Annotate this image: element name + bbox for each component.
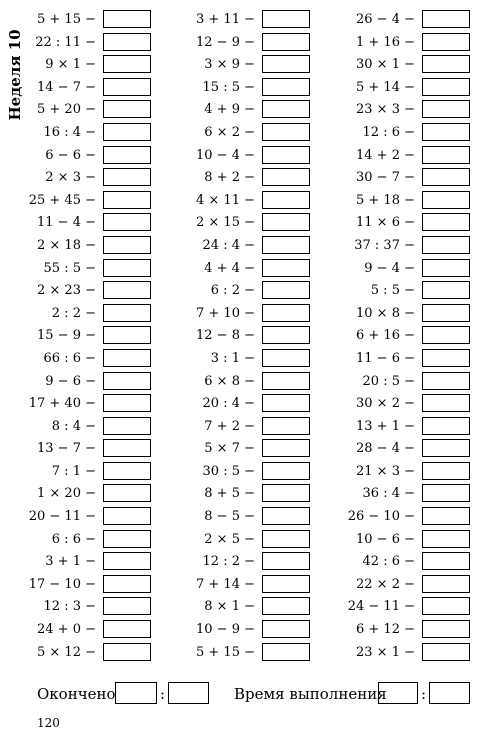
exercise-expression: 3 × 9 − — [204, 57, 255, 73]
exercise-expression: 42 : 6 − — [362, 554, 415, 570]
exercise-row — [316, 78, 470, 101]
answer-box[interactable] — [262, 439, 310, 457]
time-colon: : — [421, 685, 427, 703]
answer-box[interactable] — [262, 349, 310, 367]
exercise-row — [316, 326, 470, 349]
exercise-expression: 20 : 4 − — [202, 396, 255, 412]
exercise-row — [316, 484, 470, 507]
exercise-expression: 55 : 5 − — [43, 260, 96, 276]
time-minutes-box[interactable] — [378, 682, 418, 704]
answer-box[interactable] — [262, 394, 310, 412]
exercise-row — [0, 191, 151, 214]
exercise-row — [316, 575, 470, 598]
exercise-row — [155, 575, 310, 598]
exercise-row — [316, 507, 470, 530]
answer-box[interactable] — [262, 168, 310, 186]
answer-box[interactable] — [422, 462, 470, 480]
answer-box[interactable] — [262, 259, 310, 277]
exercise-expression: 23 × 3 − — [356, 102, 415, 118]
answer-box[interactable] — [422, 643, 470, 661]
exercise-row — [155, 530, 310, 553]
answer-box[interactable] — [422, 213, 470, 231]
exercise-row — [316, 191, 470, 214]
exercise-row — [155, 417, 310, 440]
answer-box[interactable] — [103, 507, 151, 525]
exercise-row — [155, 643, 310, 666]
exercise-row — [0, 597, 151, 620]
answer-box[interactable] — [262, 462, 310, 480]
exercise-row — [316, 417, 470, 440]
exercise-row — [316, 236, 470, 259]
exercise-row — [155, 259, 310, 282]
exercise-expression: 12 : 3 − — [43, 599, 96, 615]
exercise-row — [316, 168, 470, 191]
exercise-row — [155, 304, 310, 327]
answer-box[interactable] — [103, 326, 151, 344]
exercise-expression: 9 − 4 − — [364, 260, 415, 276]
answer-box[interactable] — [262, 372, 310, 390]
answer-box[interactable] — [103, 55, 151, 73]
exercise-row — [316, 213, 470, 236]
exercise-expression: 17 + 40 − — [28, 396, 96, 412]
exercise-expression: 5 : 5 − — [370, 283, 415, 299]
exercise-row — [155, 620, 310, 643]
exercise-expression: 26 − 10 − — [347, 509, 415, 525]
exercise-row — [0, 326, 151, 349]
exercise-row — [0, 462, 151, 485]
exercise-row — [155, 123, 310, 146]
exercise-expression: 10 − 6 − — [356, 531, 415, 547]
exercise-row — [0, 552, 151, 575]
exercise-row — [155, 349, 310, 372]
answer-box[interactable] — [262, 530, 310, 548]
exercise-row — [316, 55, 470, 78]
answer-box[interactable] — [262, 123, 310, 141]
exercise-expression: 7 + 14 − — [196, 576, 255, 592]
exercise-row — [0, 372, 151, 395]
exercise-row — [316, 146, 470, 169]
exercise-expression: 11 − 4 − — [37, 215, 96, 231]
exercise-expression: 3 : 1 − — [210, 350, 255, 366]
exercise-expression: 66 : 6 − — [43, 350, 96, 366]
answer-box[interactable] — [262, 33, 310, 51]
answer-box[interactable] — [262, 304, 310, 322]
exercise-row — [155, 507, 310, 530]
exercise-expression: 14 + 2 − — [356, 147, 415, 163]
exercise-expression: 5 + 15 − — [196, 644, 255, 660]
exercise-row — [0, 575, 151, 598]
answer-box[interactable] — [103, 33, 151, 51]
exercise-expression: 6 × 2 − — [204, 124, 255, 140]
exercise-row — [316, 10, 470, 33]
answer-box[interactable] — [422, 507, 470, 525]
exercise-row — [155, 326, 310, 349]
answer-box[interactable] — [422, 123, 470, 141]
answer-box[interactable] — [103, 213, 151, 231]
exercise-column-2 — [155, 10, 310, 665]
answer-box[interactable] — [422, 552, 470, 570]
exercise-expression: 5 × 12 − — [37, 644, 96, 660]
exercise-expression: 23 × 1 − — [356, 644, 415, 660]
exercise-row — [0, 78, 151, 101]
answer-box[interactable] — [103, 259, 151, 277]
answer-box[interactable] — [422, 78, 470, 96]
exercise-expression: 30 : 5 − — [202, 463, 255, 479]
exercise-expression: 9 × 1 − — [45, 57, 96, 73]
exercise-row — [0, 394, 151, 417]
answer-box[interactable] — [103, 123, 151, 141]
exercise-expression: 10 − 4 − — [196, 147, 255, 163]
exercise-column-3 — [316, 10, 470, 665]
answer-box[interactable] — [262, 575, 310, 593]
exercise-row — [0, 349, 151, 372]
exercise-row — [0, 439, 151, 462]
exercise-expression: 37 : 37 − — [354, 237, 415, 253]
exercise-expression: 25 + 45 − — [28, 192, 96, 208]
exercise-expression: 2 × 23 − — [37, 283, 96, 299]
answer-box[interactable] — [103, 552, 151, 570]
exercise-expression: 3 + 11 − — [196, 12, 255, 27]
answer-box[interactable] — [103, 484, 151, 502]
exercise-row — [316, 33, 470, 56]
exercise-expression: 8 − 5 − — [204, 509, 255, 525]
answer-box[interactable] — [262, 643, 310, 661]
answer-box[interactable] — [103, 372, 151, 390]
exercise-row — [155, 33, 310, 56]
page-number: 120 — [37, 716, 60, 730]
exercise-row — [155, 394, 310, 417]
answer-box[interactable] — [103, 620, 151, 638]
exercise-expression: 28 − 4 − — [356, 441, 415, 457]
exercise-expression: 4 + 9 − — [204, 102, 255, 118]
answer-box[interactable] — [262, 78, 310, 96]
finished-colon: : — [160, 685, 166, 703]
exercise-row — [155, 146, 310, 169]
exercise-row — [155, 168, 310, 191]
footer — [0, 682, 492, 706]
exercise-expression: 12 − 8 − — [196, 328, 255, 344]
exercise-row — [316, 643, 470, 666]
answer-box[interactable] — [262, 417, 310, 435]
exercise-row — [155, 191, 310, 214]
exercise-column-1 — [0, 10, 151, 665]
exercise-row — [316, 304, 470, 327]
exercise-expression: 24 : 4 − — [202, 237, 255, 253]
exercise-row — [155, 462, 310, 485]
exercise-expression: 7 : 1 − — [51, 463, 96, 479]
answer-box[interactable] — [262, 552, 310, 570]
exercise-expression: 6 : 6 − — [51, 531, 96, 547]
exercise-row — [316, 394, 470, 417]
exercise-expression: 36 : 4 − — [362, 486, 415, 502]
exercise-expression: 17 − 10 − — [28, 576, 96, 592]
exercise-expression: 13 + 1 − — [356, 418, 415, 434]
exercise-expression: 5 + 20 − — [37, 102, 96, 118]
exercise-row — [155, 10, 310, 33]
answer-box[interactable] — [422, 304, 470, 322]
exercise-row — [155, 552, 310, 575]
exercise-expression: 2 × 5 − — [204, 531, 255, 547]
exercise-row — [0, 259, 151, 282]
answer-box[interactable] — [422, 100, 470, 118]
answer-box[interactable] — [103, 100, 151, 118]
exercise-expression: 1 + 16 − — [356, 34, 415, 50]
exercise-expression: 9 − 6 − — [45, 373, 96, 389]
exercise-row — [0, 33, 151, 56]
answer-box[interactable] — [262, 326, 310, 344]
answer-box[interactable] — [422, 10, 470, 28]
exercise-row — [155, 78, 310, 101]
answer-box[interactable] — [103, 191, 151, 209]
exercise-row — [155, 439, 310, 462]
exercise-expression: 10 − 9 − — [196, 622, 255, 638]
exercise-expression: 22 × 2 − — [356, 576, 415, 592]
exercise-expression: 7 + 2 − — [204, 418, 255, 434]
exercise-expression: 8 + 5 − — [204, 486, 255, 502]
exercise-expression: 6 + 16 − — [356, 328, 415, 344]
answer-box[interactable] — [103, 304, 151, 322]
answer-box[interactable] — [103, 236, 151, 254]
exercise-row — [155, 484, 310, 507]
exercise-row — [0, 417, 151, 440]
exercise-expression: 12 − 9 − — [196, 34, 255, 50]
answer-box[interactable] — [103, 394, 151, 412]
answer-box[interactable] — [262, 484, 310, 502]
exercise-expression: 8 : 4 − — [51, 418, 96, 434]
answer-box[interactable] — [103, 168, 151, 186]
answer-box[interactable] — [422, 281, 470, 299]
exercise-row — [316, 281, 470, 304]
exercise-row — [155, 372, 310, 395]
exercise-expression: 3 + 1 − — [45, 554, 96, 570]
exercise-expression: 30 − 7 − — [356, 170, 415, 186]
finished-hours-box[interactable] — [115, 682, 157, 704]
exercise-row — [0, 236, 151, 259]
answer-box[interactable] — [103, 575, 151, 593]
exercise-row — [155, 100, 310, 123]
exercise-expression: 10 × 8 − — [356, 305, 415, 321]
answer-box[interactable] — [262, 597, 310, 615]
exercise-row — [0, 55, 151, 78]
exercise-row — [0, 100, 151, 123]
answer-box[interactable] — [262, 10, 310, 28]
exercise-row — [316, 259, 470, 282]
exercise-row — [155, 236, 310, 259]
answer-box[interactable] — [103, 530, 151, 548]
exercise-expression: 22 : 11 − — [35, 34, 96, 50]
exercise-expression: 4 × 11 − — [196, 192, 255, 208]
exercise-expression: 6 + 12 − — [356, 622, 415, 638]
exercise-expression: 5 + 15 − — [37, 12, 96, 27]
exercise-expression: 11 × 6 − — [356, 215, 415, 231]
answer-box[interactable] — [422, 236, 470, 254]
exercise-row — [316, 372, 470, 395]
exercise-expression: 26 − 4 − — [356, 12, 415, 27]
exercise-expression: 20 − 11 − — [28, 509, 96, 525]
answer-box[interactable] — [262, 620, 310, 638]
answer-box[interactable] — [422, 620, 470, 638]
exercise-expression: 15 : 5 − — [202, 79, 255, 95]
answer-box[interactable] — [422, 349, 470, 367]
answer-box[interactable] — [103, 462, 151, 480]
exercise-row — [0, 168, 151, 191]
exercise-row — [316, 620, 470, 643]
answer-box[interactable] — [262, 191, 310, 209]
exercise-row — [155, 281, 310, 304]
exercise-expression: 12 : 6 − — [362, 124, 415, 140]
answer-box[interactable] — [422, 55, 470, 73]
exercise-row — [0, 146, 151, 169]
exercise-expression: 6 − 6 − — [45, 147, 96, 163]
answer-box[interactable] — [422, 168, 470, 186]
answer-box[interactable] — [103, 643, 151, 661]
answer-box[interactable] — [103, 10, 151, 28]
exercise-expression: 12 : 2 − — [202, 554, 255, 570]
exercise-row — [0, 123, 151, 146]
finished-label: Окончено — [37, 685, 116, 703]
exercise-row — [0, 213, 151, 236]
answer-box[interactable] — [103, 146, 151, 164]
answer-box[interactable] — [422, 530, 470, 548]
answer-box[interactable] — [103, 417, 151, 435]
answer-box[interactable] — [103, 439, 151, 457]
exercise-expression: 6 : 2 − — [210, 283, 255, 299]
exercise-expression: 5 + 14 − — [356, 79, 415, 95]
answer-box[interactable] — [103, 78, 151, 96]
exercise-expression: 24 − 11 − — [347, 599, 415, 615]
exercise-row — [0, 281, 151, 304]
finished-minutes-box[interactable] — [168, 682, 209, 704]
exercise-expression: 14 − 7 − — [37, 79, 96, 95]
week-title-text: Неделя 10 — [6, 29, 24, 121]
exercise-expression: 16 : 4 − — [43, 124, 96, 140]
exercise-row — [316, 349, 470, 372]
exercise-expression: 30 × 1 − — [356, 57, 415, 73]
answer-box[interactable] — [422, 575, 470, 593]
exercise-row — [316, 439, 470, 462]
exercise-row — [316, 597, 470, 620]
exercise-expression: 8 + 2 − — [204, 170, 255, 186]
exercise-row — [316, 530, 470, 553]
exercise-row — [316, 100, 470, 123]
exercise-row — [316, 123, 470, 146]
answer-box[interactable] — [262, 281, 310, 299]
time-label: Время выполнения — [234, 685, 387, 703]
exercise-row — [0, 507, 151, 530]
exercise-expression: 7 + 10 − — [196, 305, 255, 321]
answer-box[interactable] — [262, 100, 310, 118]
answer-box[interactable] — [422, 372, 470, 390]
exercise-expression: 15 − 9 − — [37, 328, 96, 344]
exercise-row — [0, 530, 151, 553]
answer-box[interactable] — [422, 417, 470, 435]
exercise-expression: 13 − 7 − — [37, 441, 96, 457]
exercise-expression: 8 × 1 − — [204, 599, 255, 615]
exercise-expression: 4 + 4 − — [204, 260, 255, 276]
exercise-expression: 2 : 2 − — [51, 305, 96, 321]
exercise-expression: 20 : 5 − — [362, 373, 415, 389]
exercise-expression: 2 × 15 − — [196, 215, 255, 231]
exercise-expression: 1 × 20 − — [37, 486, 96, 502]
exercise-expression: 5 + 18 − — [356, 192, 415, 208]
exercise-row — [155, 55, 310, 78]
answer-box[interactable] — [262, 213, 310, 231]
exercise-expression: 5 × 7 − — [204, 441, 255, 457]
exercise-expression: 11 − 6 − — [356, 350, 415, 366]
exercise-row — [0, 484, 151, 507]
answer-box[interactable] — [422, 597, 470, 615]
exercise-expression: 21 × 3 − — [356, 463, 415, 479]
answer-box[interactable] — [422, 191, 470, 209]
exercise-expression: 30 × 2 − — [356, 396, 415, 412]
exercise-row — [0, 620, 151, 643]
answer-box[interactable] — [103, 349, 151, 367]
exercise-row — [155, 597, 310, 620]
answer-box[interactable] — [103, 281, 151, 299]
answer-box[interactable] — [262, 146, 310, 164]
exercise-row — [0, 10, 151, 33]
exercise-row — [0, 304, 151, 327]
exercise-expression: 6 × 8 − — [204, 373, 255, 389]
answer-box[interactable] — [422, 146, 470, 164]
answer-box[interactable] — [422, 259, 470, 277]
answer-box[interactable] — [262, 507, 310, 525]
exercise-row — [0, 643, 151, 666]
answer-box[interactable] — [103, 597, 151, 615]
answer-box[interactable] — [422, 33, 470, 51]
answer-box[interactable] — [262, 55, 310, 73]
exercise-expression: 2 × 3 − — [45, 170, 96, 186]
exercise-row — [316, 552, 470, 575]
time-seconds-box[interactable] — [429, 682, 470, 704]
answer-box[interactable] — [422, 394, 470, 412]
exercise-expression: 2 × 18 − — [37, 237, 96, 253]
answer-box[interactable] — [422, 484, 470, 502]
exercise-expression: 24 + 0 − — [37, 622, 96, 638]
exercise-row — [155, 213, 310, 236]
answer-box[interactable] — [422, 439, 470, 457]
answer-box[interactable] — [262, 236, 310, 254]
answer-box[interactable] — [422, 326, 470, 344]
exercise-row — [316, 462, 470, 485]
